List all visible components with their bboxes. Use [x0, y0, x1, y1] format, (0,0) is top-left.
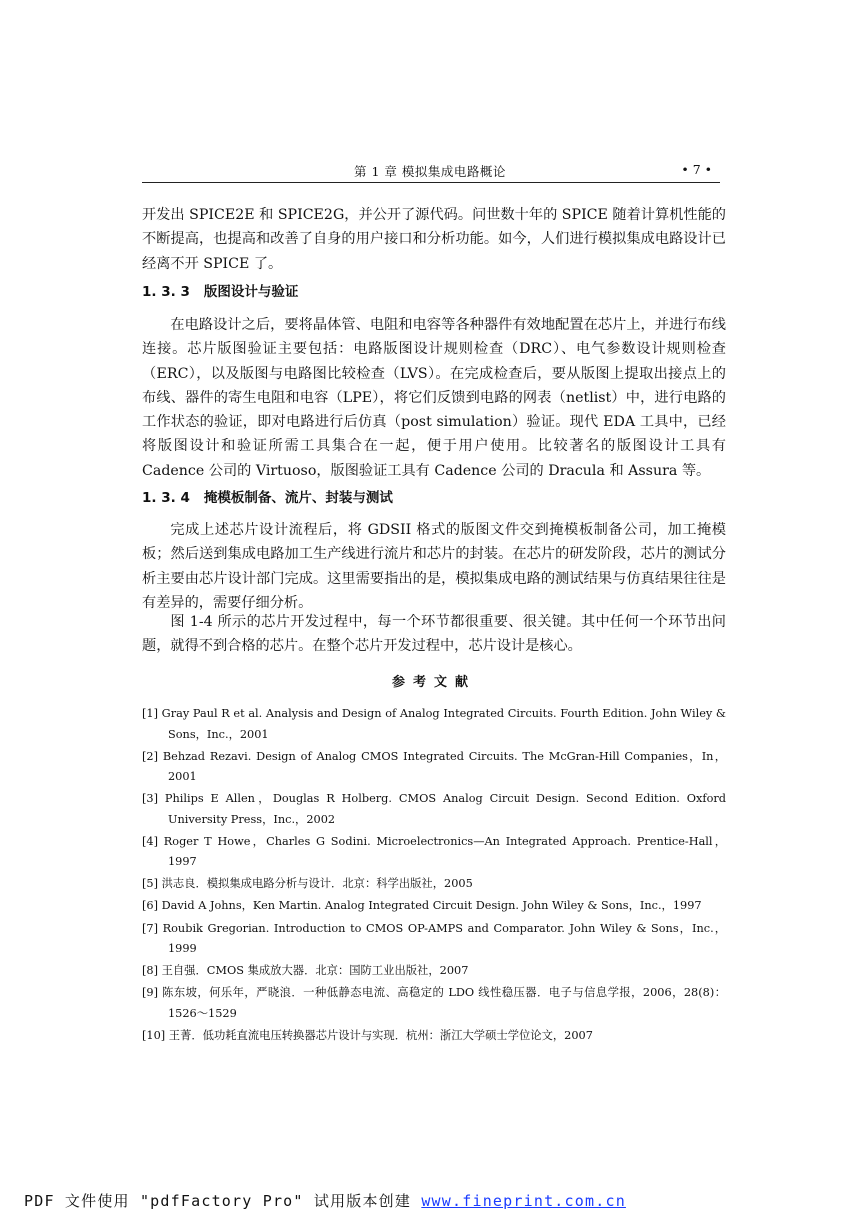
reference-item: [5] 洪志良．模拟集成电路分析与设计．北京：科学出版社，2005: [142, 877, 473, 891]
section-heading-1-3-3: [142, 280, 298, 300]
page-number: • 7 •: [681, 162, 712, 177]
reference-item: [1] Gray Paul R et al. Analysis and Design of Analog Integrated Circuits. Fourth Edition. John Wiley & Sons，Inc.，2001: [142, 707, 726, 741]
reference-item: [8] 王自强．CMOS 集成放大器．北京：国防工业出版社，2007: [142, 964, 469, 978]
reference-item: [9] 陈东坡，何乐年，严晓浪．一种低静态电流、高稳定的 LDO 线性稳压器．电子与信息学报，2006，28(8)：1526～1529: [142, 986, 726, 1020]
footer-text: PDF 文件使用 "pdfFactory Pro" 试用版本创建: [24, 1192, 422, 1210]
reference-item: [6] David A Johns，Ken Martin. Analog Integrated Circuit Design. John Wiley & Sons，Inc.，1997: [142, 899, 702, 913]
section-title: 版图设计与验证: [203, 284, 299, 300]
fineprint-link[interactable]: www.fineprint.com.cn: [421, 1192, 626, 1210]
reference-item: [7] Roubik Gregorian. Introduction to CMOS OP-AMPS and Comparator. John Wiley & Sons，Inc.，1999: [142, 921, 726, 956]
section-heading-1-3-4: [142, 486, 393, 506]
reference-item: [10] 王菁．低功耗直流电压转换器芯片设计与实现．杭州：浙江大学硕士学位论文，2007: [142, 1028, 593, 1042]
chapter-title: 第 1 章 模拟集成电路概论: [354, 164, 506, 179]
pdf-watermark-footer: [24, 1190, 626, 1211]
reference-list: [142, 704, 726, 1048]
section-number: 1. 3. 4: [142, 490, 190, 506]
paragraph-chip-development: 图 1-4 所示的芯片开发过程中，每一个环节都很重要、很关键。其中任何一个环节出问题，就得不到合格的芯片。在整个芯片开发过程中，芯片设计是核心。: [142, 614, 726, 655]
references-title: 参考文献: [391, 675, 476, 690]
reference-item: [2] Behzad Rezavi. Design of Analog CMOS Integrated Circuits. The McGran-Hill Companies，In，2001: [142, 749, 726, 784]
section-number: 1. 3. 3: [142, 284, 190, 300]
reference-item: [3] Philips E Allen，Douglas R Holberg. CMOS Analog Circuit Design. Second Edition. Oxford University Press，Inc.，2002: [142, 792, 726, 826]
paragraph-spice: 开发出 SPICE2E 和 SPICE2G，并公开了源代码。问世数十年的 SPICE 随着计算机性能的不断提高，也提高和改善了自身的用户接口和分析功能。如今，人们进行模拟集成电路设计已经离不开 SPICE 了。: [142, 207, 726, 272]
running-header: [142, 160, 720, 183]
reference-item: [4] Roger T Howe，Charles G Sodini. Microelectronics—An Integrated Approach. Prentice-Hall，1997: [142, 834, 726, 869]
section-title: 掩模板制备、流片、封装与测试: [203, 490, 393, 506]
paragraph-mask-fabrication: 完成上述芯片设计流程后，将 GDSII 格式的版图文件交到掩模板制备公司，加工掩模板；然后送到集成电路加工生产线进行流片和芯片的封装。在芯片的研发阶段，芯片的测试分析主要由芯片设计部门完成。这里需要指出的是，模拟集成电路的测试结果与仿真结果往往是有差异的，需要仔细分析。: [142, 522, 726, 611]
paragraph-layout-verification: 在电路设计之后，要将晶体管、电阻和电容等各种器件有效地配置在芯片上，并进行布线连接。芯片版图验证主要包括：电路版图设计规则检查（DRC）、电气参数设计规则检查（ERC），以及版图与电路图比较检查（LVS）。在完成检查后，要从版图上提取出接点上的布线、器件的寄生电阻和电容（LPE），将它们反馈到电路的网表（netlist）中，进行电路的工作状态的验证，即对电路进行后仿真（post simulation）验证。现代 EDA 工具中，已经将版图设计和验证所需工具集合在一起，便于用户使用。比较著名的版图设计工具有 Cadence 公司的 Virtuoso，版图验证工具有 Cadence 公司的 Dracula 和 Assura 等。: [142, 317, 726, 479]
